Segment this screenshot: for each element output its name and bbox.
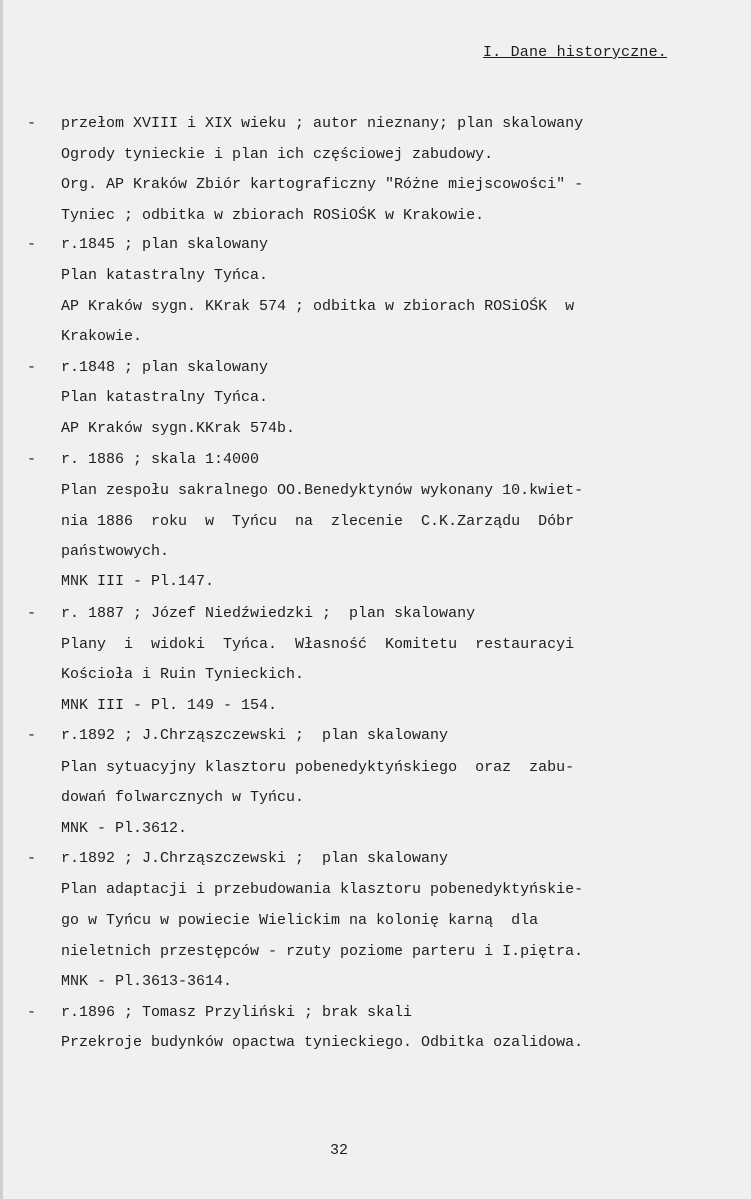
entry-line: Kościoła i Ruin Tynieckich. [61,666,305,683]
entry-line: przełom XVIII i XIX wieku ; autor nieznany; plan skalowany [61,115,584,132]
entry-line: Krakowie. [61,328,143,345]
list-dash: - [27,359,37,376]
list-dash: - [27,451,37,468]
entry-line: r. 1887 ; Józef Niedźwiedzki ; plan skalowany [61,605,476,622]
entry-line: Tyniec ; odbitka w zbiorach ROSiOŚK w Krakowie. [61,207,485,224]
list-dash: - [27,236,37,253]
list-dash: - [27,1004,37,1021]
entry-line: Przekroje budynków opactwa tynieckiego. Odbitka ozalidowa. [61,1034,584,1051]
entry-line: go w Tyńcu w powiecie Wielickim na kolonię karną dla [61,912,539,929]
entry-line: r.1896 ; Tomasz Przyliński ; brak skali [61,1004,413,1021]
entry-line: Plan zespołu sakralnego OO.Benedyktynów wykonany 10.kwiet- [61,482,584,499]
entry-line: Plany i widoki Tyńca. Własność Komitetu restauracyi [61,636,575,653]
entry-line: r.1892 ; J.Chrząszczewski ; plan skalowany [61,727,449,744]
entry-line: MNK III - Pl. 149 - 154. [61,697,278,714]
entry-line: MNK - Pl.3613-3614. [61,973,233,990]
entry-line: r. 1886 ; skala 1:4000 [61,451,260,468]
entry-line: r.1892 ; J.Chrząszczewski ; plan skalowany [61,850,449,867]
list-dash: - [27,115,37,132]
entry-line: Plan adaptacji i przebudowania klasztoru pobenedyktyńskie- [61,881,584,898]
page-left-edge [0,0,3,1199]
entry-line: Plan katastralny Tyńca. [61,267,269,284]
entry-line: Org. AP Kraków Zbiór kartograficzny "Różne miejscowości" - [61,176,584,193]
entry-line: r.1848 ; plan skalowany [61,359,269,376]
section-header: I. Dane historyczne. [482,44,667,61]
entry-line: państwowych. [61,543,170,560]
entry-line: Plan sytuacyjny klasztoru pobenedyktyńskiego oraz zabu- [61,759,575,776]
page-number: 32 [330,1142,349,1159]
entry-line: dowań folwarcznych w Tyńcu. [61,789,305,806]
entry-line: MNK III - Pl.147. [61,573,215,590]
entry-line: r.1845 ; plan skalowany [61,236,269,253]
list-dash: - [27,605,37,622]
list-dash: - [27,727,37,744]
entry-line: MNK - Pl.3612. [61,820,188,837]
entry-line: AP Kraków sygn.KKrak 574b. [61,420,296,437]
entry-line: Ogrody tynieckie i plan ich częściowej zabudowy. [61,146,494,163]
list-dash: - [27,850,37,867]
entry-line: nia 1886 roku w Tyńcu na zlecenie C.K.Zarządu Dóbr [61,513,575,530]
entry-line: nieletnich przestępców - rzuty poziome parteru i I.piętra. [61,943,584,960]
entry-line: Plan katastralny Tyńca. [61,389,269,406]
entry-line: AP Kraków sygn. KKrak 574 ; odbitka w zbiorach ROSiOŚK w [61,298,575,315]
